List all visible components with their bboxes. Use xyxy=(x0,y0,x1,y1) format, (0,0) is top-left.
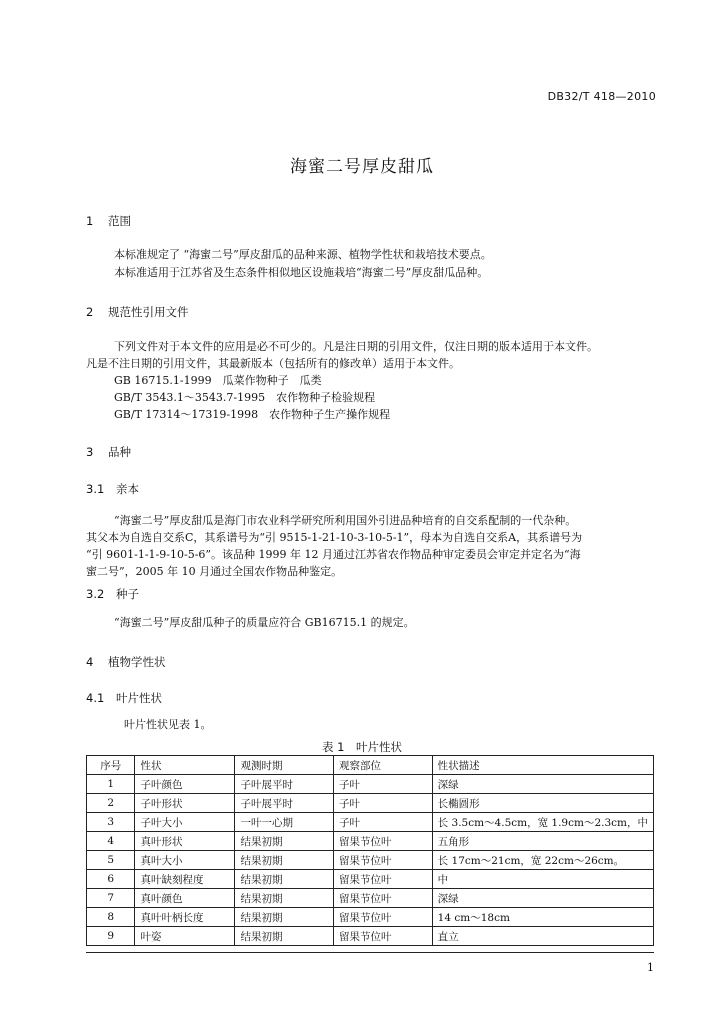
table-cell: 9 xyxy=(87,927,135,946)
table-cell: 结果初期 xyxy=(235,927,334,946)
table-cell: 真叶大小 xyxy=(135,851,235,870)
section-title: 种子 xyxy=(116,587,139,601)
table-cell: 结果初期 xyxy=(235,870,334,889)
section-title: 范围 xyxy=(108,214,131,228)
column-header: 观测时期 xyxy=(235,756,334,775)
table-cell: 留果节位叶 xyxy=(334,889,433,908)
section-number: 3.2 xyxy=(86,587,105,601)
table-cell: 子叶展平时 xyxy=(235,775,334,794)
table-cell: 子叶颜色 xyxy=(135,775,235,794)
paragraph: 其父本为自选自交系C，其系谱号为“引 9515-1-21-10-3-10-5-1”，母本为自选自交系A，其系谱号为 xyxy=(86,531,583,544)
section-4-heading xyxy=(86,654,166,670)
page-number: 1 xyxy=(647,961,654,974)
section-number: 3 xyxy=(86,445,94,459)
table-bottom-rule xyxy=(86,952,654,953)
table-cell: 子叶形状 xyxy=(135,794,235,813)
table-row xyxy=(87,889,654,908)
paragraph: 蜜二号”，2005 年 10 月通过全国农作物品种鉴定。 xyxy=(86,565,343,578)
table-cell: 子叶 xyxy=(334,813,433,832)
table-row xyxy=(87,870,654,889)
table-cell: 留果节位叶 xyxy=(334,851,433,870)
table-cell: 结果初期 xyxy=(235,851,334,870)
column-header: 序号 xyxy=(87,756,135,775)
section-3-1-heading xyxy=(86,481,139,497)
table-cell: 留果节位叶 xyxy=(334,927,433,946)
table-row xyxy=(87,832,654,851)
reference-item: GB/T 3543.1～3543.7-1995 农作物种子检验规程 xyxy=(114,391,376,404)
section-3-heading xyxy=(86,444,131,460)
table-cell: 子叶 xyxy=(334,794,433,813)
section-title: 亲本 xyxy=(116,482,139,496)
table-cell: 长椭圆形 xyxy=(432,794,653,813)
paragraph: “海蜜二号”厚皮甜瓜是海门市农业科学研究所利用国外引进品种培育的自交系配制的一代杂种。 xyxy=(114,514,577,527)
table-cell: 深绿 xyxy=(432,889,653,908)
section-3-2-heading xyxy=(86,586,139,602)
table-cell: 叶姿 xyxy=(135,927,235,946)
table-cell: 子叶 xyxy=(334,775,433,794)
paragraph: 本标准规定了 “海蜜二号”厚皮甜瓜的品种来源、植物学性状和栽培技术要点。 xyxy=(114,248,492,261)
table-cell: 结果初期 xyxy=(235,889,334,908)
table-row xyxy=(87,794,654,813)
section-number: 1 xyxy=(86,214,94,228)
table-cell: 8 xyxy=(87,908,135,927)
section-title: 规范性引用文件 xyxy=(108,305,189,319)
table-cell: 子叶大小 xyxy=(135,813,235,832)
paragraph: “引 9601-1-1-9-10-5-6”。该品种 1999 年 12 月通过江苏省农作物品种审定委员会审定并定名为“海 xyxy=(86,548,581,561)
table-cell: 留果节位叶 xyxy=(334,908,433,927)
table-cell: 2 xyxy=(87,794,135,813)
table-cell: 真叶缺刻程度 xyxy=(135,870,235,889)
section-number: 2 xyxy=(86,305,94,319)
table-cell: 子叶展平时 xyxy=(235,794,334,813)
paragraph: “海蜜二号”厚皮甜瓜种子的质量应符合 GB16715.1 的规定。 xyxy=(114,616,415,629)
column-header: 观察部位 xyxy=(334,756,433,775)
table-cell: 14 cm～18cm xyxy=(432,908,653,927)
table-cell: 结果初期 xyxy=(235,908,334,927)
table-cell: 留果节位叶 xyxy=(334,870,433,889)
table-cell: 真叶颜色 xyxy=(135,889,235,908)
section-2-heading xyxy=(86,304,189,320)
paragraph: 本标准适用于江苏省及生态条件相似地区设施栽培“海蜜二号”厚皮甜瓜品种。 xyxy=(114,266,489,279)
table-caption: 表 1 叶片性状 xyxy=(322,740,402,754)
section-title: 品种 xyxy=(108,445,131,459)
section-number: 3.1 xyxy=(86,482,105,496)
table-cell: 五角形 xyxy=(432,832,653,851)
table-cell: 6 xyxy=(87,870,135,889)
table-cell: 深绿 xyxy=(432,775,653,794)
table-cell: 真叶叶柄长度 xyxy=(135,908,235,927)
table-row xyxy=(87,927,654,946)
table-row xyxy=(87,775,654,794)
paragraph: 凡是不注日期的引用文件，其最新版本（包括所有的修改单）适用于本文件。 xyxy=(86,357,460,370)
table-cell: 真叶形状 xyxy=(135,832,235,851)
table-cell: 1 xyxy=(87,775,135,794)
section-4-1-heading xyxy=(86,690,162,706)
table-row xyxy=(87,813,654,832)
section-title: 叶片性状 xyxy=(116,691,162,705)
standard-code: DB32/T 418—2010 xyxy=(547,90,656,103)
table-row xyxy=(87,851,654,870)
table-cell: 3 xyxy=(87,813,135,832)
section-number: 4 xyxy=(86,655,94,669)
table-row xyxy=(87,908,654,927)
table-cell: 5 xyxy=(87,851,135,870)
paragraph: 下列文件对于本文件的应用是必不可少的。凡是注日期的引用文件，仅注日期的版本适用于本文件。 xyxy=(114,340,598,353)
leaf-traits-table xyxy=(86,755,654,946)
section-title: 植物学性状 xyxy=(108,655,166,669)
paragraph: 叶片性状见表 1。 xyxy=(124,718,212,731)
column-header: 性状 xyxy=(135,756,235,775)
reference-item: GB 16715.1-1999 瓜菜作物种子 瓜类 xyxy=(114,374,322,387)
table-cell: 一叶一心期 xyxy=(235,813,334,832)
document-title: 海蜜二号厚皮甜瓜 xyxy=(290,157,434,177)
table-cell: 长 3.5cm～4.5cm，宽 1.9cm～2.3cm，中 xyxy=(432,813,653,832)
table-cell: 中 xyxy=(432,870,653,889)
table-header-row xyxy=(87,756,654,775)
table-cell: 直立 xyxy=(432,927,653,946)
table-cell: 留果节位叶 xyxy=(334,832,433,851)
section-1-heading xyxy=(86,213,131,229)
table-cell: 长 17cm～21cm，宽 22cm～26cm。 xyxy=(432,851,653,870)
table-cell: 7 xyxy=(87,889,135,908)
column-header: 性状描述 xyxy=(432,756,653,775)
reference-item: GB/T 17314～17319-1998 农作物种子生产操作规程 xyxy=(114,408,391,421)
section-number: 4.1 xyxy=(86,691,105,705)
table-cell: 4 xyxy=(87,832,135,851)
table-cell: 结果初期 xyxy=(235,832,334,851)
